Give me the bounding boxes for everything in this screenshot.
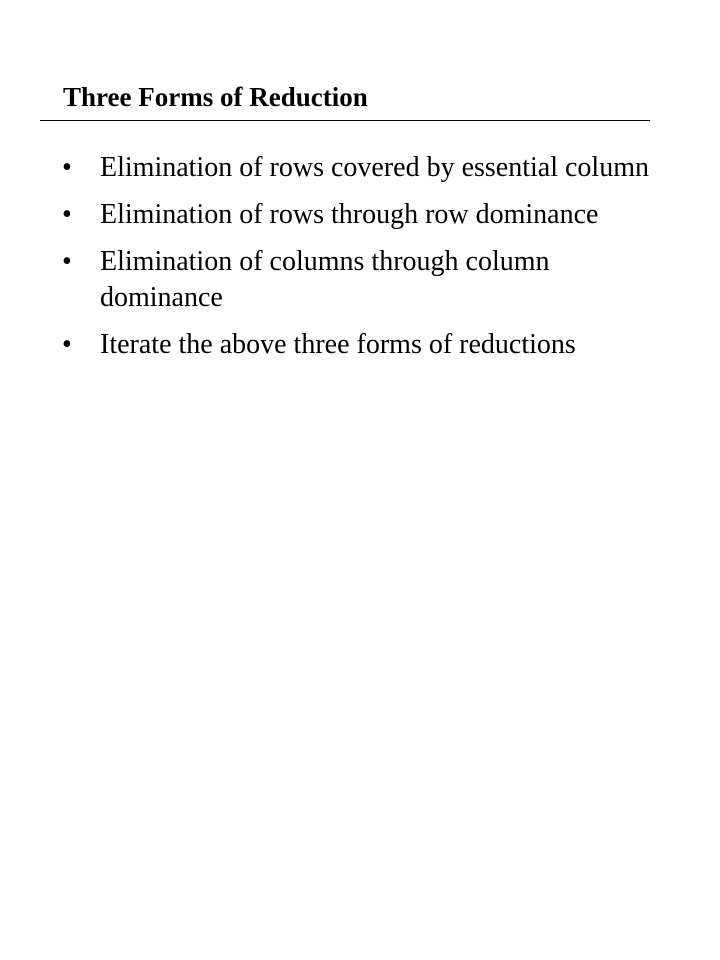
slide-title: Three Forms of Reduction	[63, 82, 368, 112]
bullet-text: Elimination of rows covered by essential column	[100, 152, 649, 183]
bullet-icon: •	[62, 152, 72, 183]
bullet-icon: •	[62, 329, 72, 360]
title-divider	[40, 120, 650, 121]
bullet-icon: •	[62, 246, 72, 277]
bullet-text: Iterate the above three forms of reductions	[100, 329, 576, 360]
bullet-item	[62, 150, 662, 186]
bullet-item	[62, 327, 662, 363]
bullet-text: Elimination of rows through row dominance	[100, 199, 599, 230]
bullet-text: Elimination of columns through column dominance	[100, 246, 550, 313]
bullet-item	[62, 197, 662, 233]
bullet-list	[62, 150, 662, 374]
bullet-item	[62, 244, 662, 316]
bullet-icon: •	[62, 199, 72, 230]
